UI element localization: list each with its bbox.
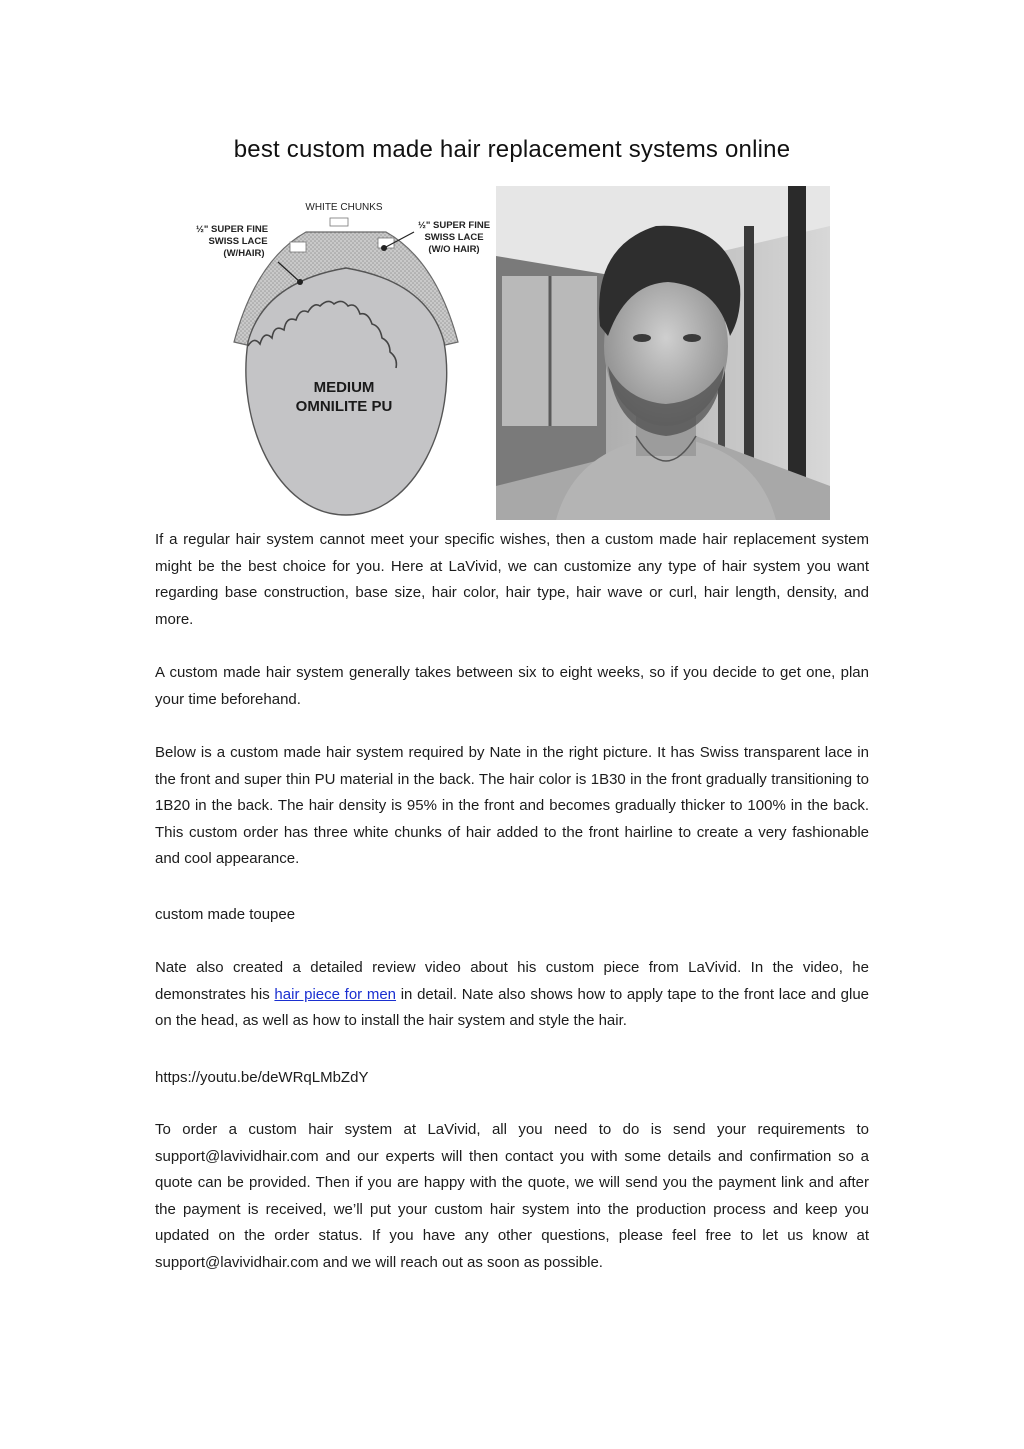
paragraph-1: If a regular hair system cannot meet your specific wishes, then a custom made hair replacement system might be the best choice for you. Here at LaVivid, we can customize any type of hair system you want regarding base construction, base size, hair color, hair type, hair wave or curl, hair length, density, and more. [155,531,869,628]
paragraph-subheading [155,902,869,929]
paragraph-5-after: in detail. Nate also shows how to apply tape to the front lace and glue on the head, as well as how to install the hair system and style the hair. [155,985,870,1030]
white-chunk [290,242,306,252]
paragraph-5-before: Nate also created a detailed review video about his custom piece from LaVivid. In the video, he demonstrates his [155,959,869,1003]
label-right-3: (W/O HAIR) [428,244,480,255]
label-white-chunks: WHITE CHUNKS [305,202,383,213]
hair-system-diagram [196,190,492,520]
paragraph-review [155,955,869,1035]
paragraph-2: A custom made hair system generally takes between six to eight weeks, so if you decide to get one, plan your time beforehand. [155,664,869,708]
hair-piece-link[interactable]: hair piece for men [274,985,397,1003]
paragraph-timing [155,660,869,713]
label-center-1: MEDIUM [313,379,375,396]
label-right-2: SWISS LACE [424,232,484,243]
label-right-1: ½" SUPER FINE [417,220,491,231]
label-left-1: ½" SUPER FINE [196,224,269,235]
paragraph-video-url [155,1065,869,1092]
paragraph-3: Below is a custom made hair system required by Nate in the right picture. It has Swiss transparent lace in the front and super thin PU material in the back. The hair color is 1B30 in the front gradually transitioning to 1B20 in the back. The hair density is 95% in the front and becomes gradually thicker to 100% in the back. This custom order has three white chunks of hair added to the front hairline to create a very fashionable and cool appearance. [155,744,869,868]
page-title: best custom made hair replacement systems online [233,136,791,163]
paragraph-intro [155,527,869,633]
label-center-2: OMNILITE PU [295,398,393,415]
label-left-3: (W/HAIR) [223,248,265,259]
paragraph-nate-order [155,740,869,873]
paragraph-7: To order a custom hair system at LaVivid, all you need to do is send your requirements to support@lavividhair.com and our experts will then contact you with some details and confirmation so a quote can be provided. Then if you are happy with the quote, we will send you the payment link and after the payment is received, we’ll put your custom hair system into the production process and keep you updated on the order status. If you have any other questions, please feel free to let us know at support@lavividhair.com and we will reach out as soon as possible. [155,1121,869,1271]
customer-photo [496,186,830,520]
paragraph-6: https://youtu.be/deWRqLMbZdY [155,1069,369,1086]
label-left-2: SWISS LACE [208,236,268,247]
paragraph-ordering [155,1117,869,1277]
paragraph-5 [155,955,869,1035]
white-chunk [330,218,348,226]
paragraph-4: custom made toupee [155,906,296,923]
